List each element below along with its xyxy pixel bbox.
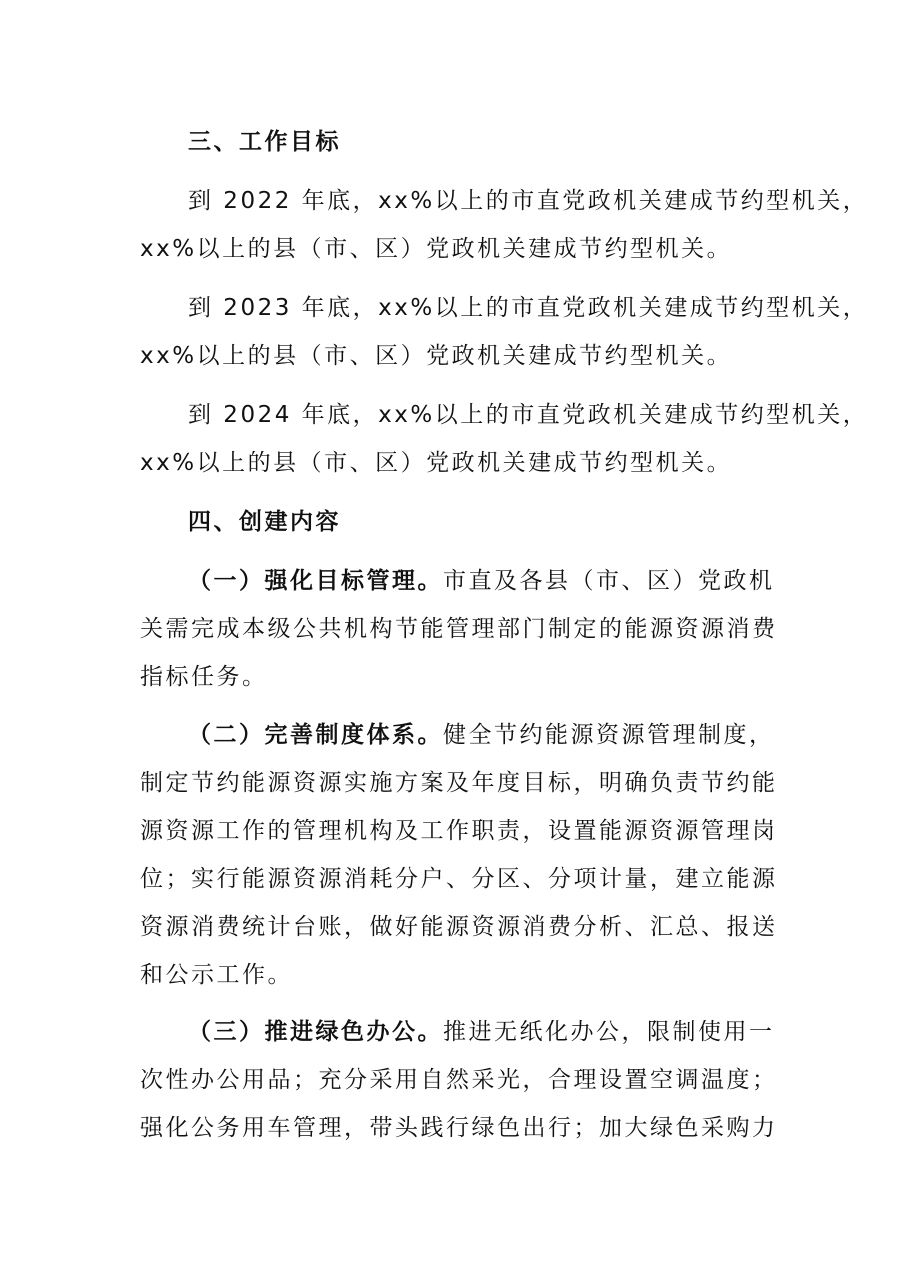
item-2-line-6: 和公示工作。	[140, 962, 293, 988]
section-heading-creation-content: 四、创建内容	[188, 509, 341, 535]
goal-2024-line-2: xx%以上的县（市、区）党政机关建成节约型机关。	[140, 450, 733, 476]
goal-2022-line-1: 到 2022 年底，xx%以上的市直党政机关建成节约型机关，	[188, 188, 869, 214]
item-2-first-line	[188, 719, 828, 751]
item-2-line-3: 源资源工作的管理机构及工作职责，设置能源资源管理岗	[140, 818, 778, 844]
item-3-text: 推进无纸化办公，限制使用一	[443, 1019, 775, 1045]
item-2-title: （二）完善制度体系。	[188, 722, 443, 748]
item-3-line-3: 强化公务用车管理，带头践行绿色出行；加大绿色采购力	[140, 1115, 778, 1141]
item-1-title: （一）强化目标管理。	[188, 568, 443, 594]
item-2-line-5: 资源消费统计台账，做好能源资源消费分析、汇总、报送	[140, 914, 778, 940]
item-3-title: （三）推进绿色办公。	[188, 1019, 443, 1045]
item-1-line-3: 指标任务。	[140, 664, 268, 690]
goal-2024-line-1: 到 2024 年底，xx%以上的市直党政机关建成节约型机关，	[188, 402, 869, 428]
item-2-line-2: 制定节约能源资源实施方案及年度目标，明确负责节约能	[140, 770, 778, 796]
item-2-text: 健全节约能源资源管理制度，	[443, 722, 775, 748]
goal-2023-line-1: 到 2023 年底，xx%以上的市直党政机关建成节约型机关，	[188, 295, 869, 321]
item-3-line-2: 次性办公用品；充分采用自然采光，合理设置空调温度；	[140, 1067, 778, 1093]
item-1-first-line	[188, 565, 828, 597]
item-3-first-line	[188, 1016, 828, 1048]
goal-2022-line-2: xx%以上的县（市、区）党政机关建成节约型机关。	[140, 236, 733, 262]
item-1-text: 市直及各县（市、区）党政机	[443, 568, 775, 594]
item-1-line-2: 关需完成本级公共机构节能管理部门制定的能源资源消费	[140, 616, 778, 642]
item-2-line-4: 位；实行能源资源消耗分户、分区、分项计量，建立能源	[140, 866, 778, 892]
goal-2023-line-2: xx%以上的县（市、区）党政机关建成节约型机关。	[140, 343, 733, 369]
section-heading-work-goals: 三、工作目标	[188, 129, 341, 155]
